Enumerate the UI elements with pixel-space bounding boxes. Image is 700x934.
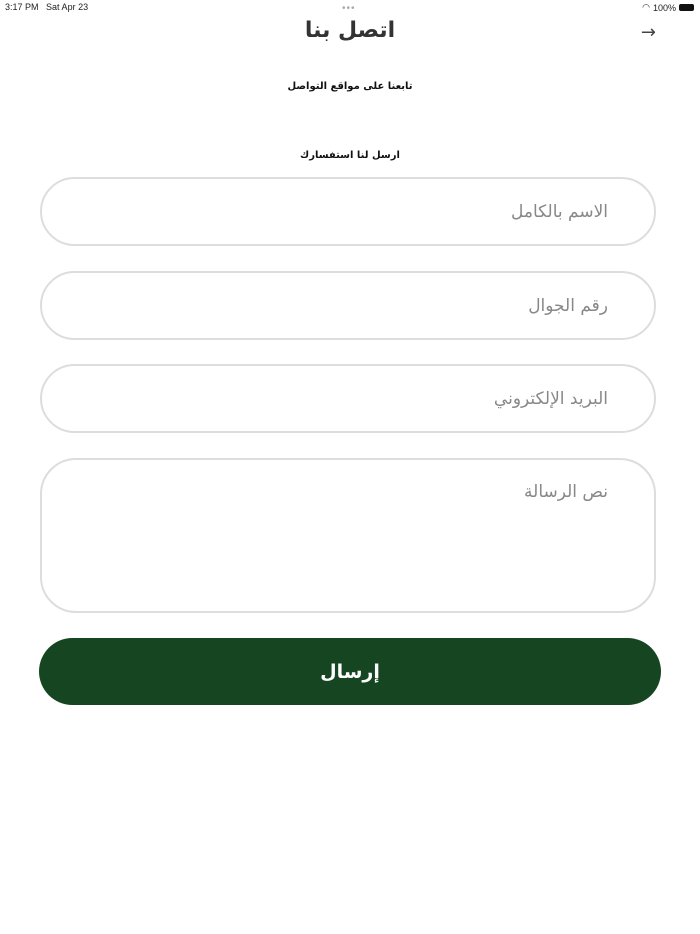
email-field[interactable] xyxy=(40,364,656,433)
status-time: 3:17 PM xyxy=(5,2,39,12)
battery-icon xyxy=(679,4,694,11)
status-time-date xyxy=(5,2,88,12)
social-label: تابعنا على مواقع التواصل xyxy=(287,81,413,92)
message-field[interactable] xyxy=(40,458,656,613)
phone-input[interactable] xyxy=(42,273,654,338)
battery-percent: 100% xyxy=(652,2,676,13)
page-title: اتصل بنا xyxy=(304,18,396,43)
status-date: Sat Apr 23 xyxy=(46,2,89,12)
multitasking-dots-icon[interactable]: ••• xyxy=(342,3,356,14)
name-input[interactable] xyxy=(42,179,654,244)
phone-field[interactable] xyxy=(40,271,656,340)
email-input[interactable] xyxy=(42,366,654,431)
wifi-icon: ◠ xyxy=(642,2,650,12)
inquiry-label: ارسل لنا استفسارك xyxy=(300,150,400,161)
status-bar xyxy=(0,0,700,14)
message-textarea[interactable] xyxy=(42,460,654,611)
back-arrow-icon[interactable]: → xyxy=(640,22,656,43)
send-button[interactable]: إرسال xyxy=(39,638,661,705)
name-field[interactable] xyxy=(40,177,656,246)
